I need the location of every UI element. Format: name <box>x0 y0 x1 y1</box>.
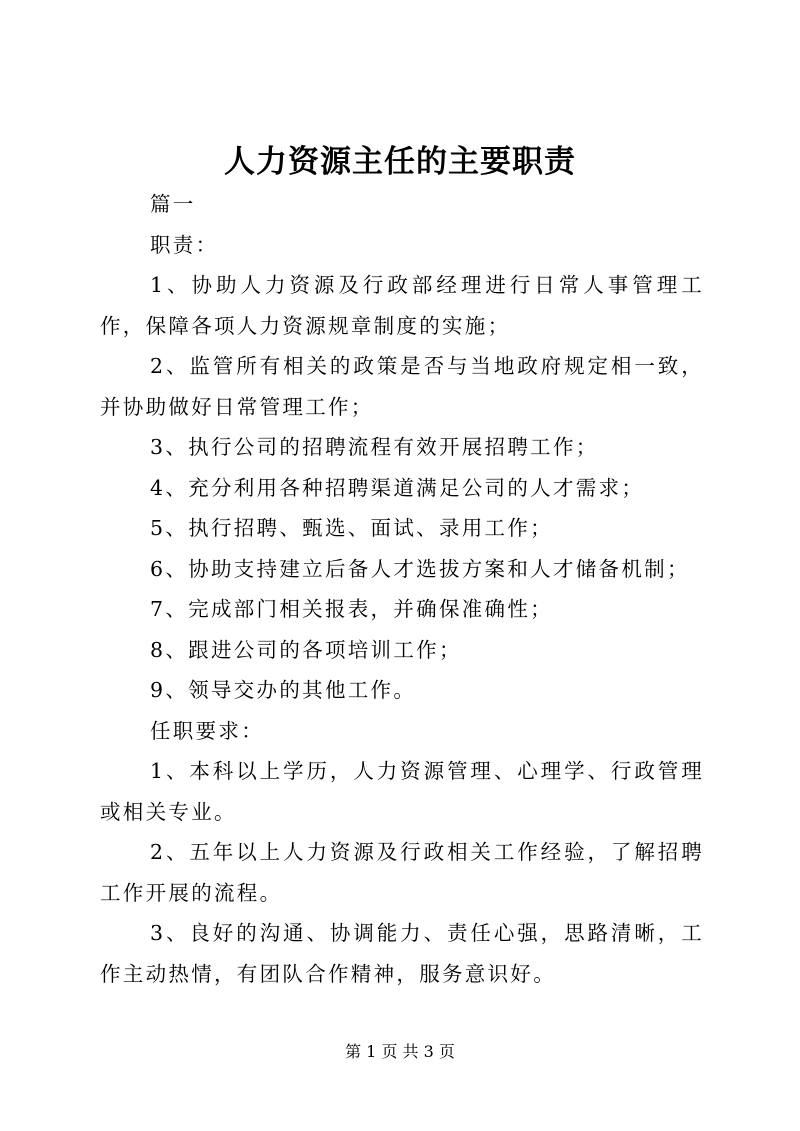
paragraph-duty-1: 1、协助人力资源及行政部经理进行日常人事管理工作，保障各项人力资源规章制度的实施； <box>100 273 704 338</box>
paragraph-duty-2: 2、监管所有相关的政策是否与当地政府规定相一致，并协助做好日常管理工作； <box>100 354 704 419</box>
paragraph-duty-5: 5、执行招聘、甄选、面试、录用工作； <box>150 516 553 540</box>
paragraph-duty-7: 7、完成部门相关报表，并确保准确性； <box>150 597 553 621</box>
paragraph-duty-9: 9、领导交办的其他工作。 <box>150 678 417 702</box>
paragraph-section-heading: 篇一 <box>150 192 196 216</box>
page-footer: 第 1 页 共 3 页 <box>345 1042 455 1061</box>
paragraph-requirement-1: 1、本科以上学历，人力资源管理、心理学、行政管理或相关专业。 <box>100 759 704 824</box>
document-title: 人力资源主任的主要职责 <box>224 144 576 180</box>
paragraph-requirement-3: 3、良好的沟通、协调能力、责任心强，思路清晰，工作主动热情，有团队合作精神，服务意识好。 <box>100 921 704 986</box>
paragraph-duty-6: 6、协助支持建立后备人才选拔方案和人才储备机制； <box>150 556 690 581</box>
paragraph-requirement-2: 2、五年以上人力资源及行政相关工作经验，了解招聘工作开展的流程。 <box>100 840 704 905</box>
paragraph-duty-3: 3、执行公司的招聘流程有效开展招聘工作； <box>150 435 599 459</box>
paragraph-requirements-heading: 任职要求： <box>150 718 264 743</box>
document-body <box>100 184 704 994</box>
paragraph-duty-8: 8、跟进公司的各项培训工作； <box>150 637 462 662</box>
paragraph-duty-4: 4、充分利用各种招聘渠道满足公司的人才需求； <box>150 475 645 500</box>
paragraph-duties-heading: 职责： <box>150 232 219 257</box>
